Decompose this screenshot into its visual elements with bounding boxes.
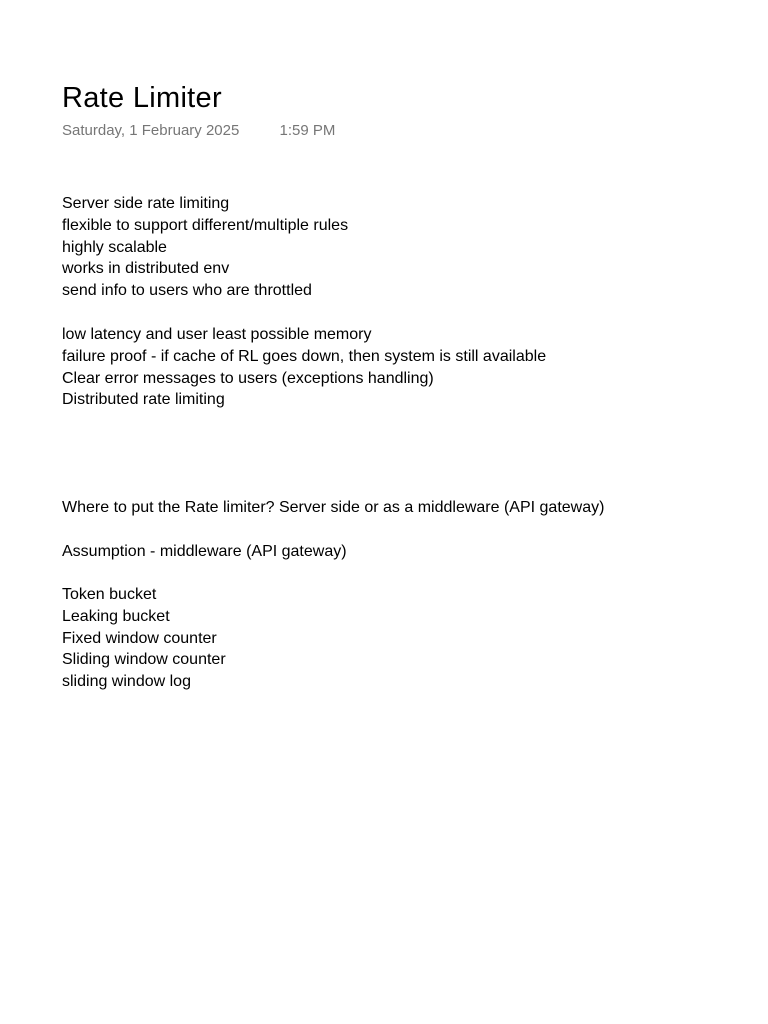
assumption-line [62, 541, 347, 563]
text-line: works in distributed env [62, 260, 230, 278]
text-line: Token bucket [62, 586, 157, 603]
text-line: Server side rate limiting [62, 195, 230, 212]
text-line: Leaking bucket [62, 607, 170, 625]
note-timestamp [62, 121, 335, 141]
text-line: Distributed rate limiting [62, 391, 225, 409]
placement-question [62, 497, 604, 519]
text-line: highly scalable [62, 238, 167, 256]
requirements-list [62, 193, 348, 302]
algorithms-list [62, 584, 226, 693]
page-title: Rate Limiter [62, 82, 222, 114]
text-line: Sliding window counter [62, 651, 226, 669]
non-functional-list [62, 324, 546, 411]
text-line: failure proof - if cache of RL goes down, then system is still available [62, 347, 547, 365]
text-line: Clear error messages to users (exceptions handling) [62, 369, 434, 387]
text-line: Fixed window counter [62, 629, 217, 647]
text-line: Assumption - middleware (API gateway) [62, 543, 347, 560]
text-line: send info to users who are throttled [62, 282, 312, 300]
text-line: Where to put the Rate limiter? Server side or as a middleware (API gateway) [62, 499, 605, 516]
text-line: low latency and user least possible memory [62, 326, 372, 343]
note-date: Saturday, 1 February 2025 [62, 122, 240, 139]
text-line: flexible to support different/multiple rules [62, 216, 349, 234]
text-line: sliding window log [62, 673, 191, 691]
note-time: 1:59 PM [279, 122, 336, 139]
